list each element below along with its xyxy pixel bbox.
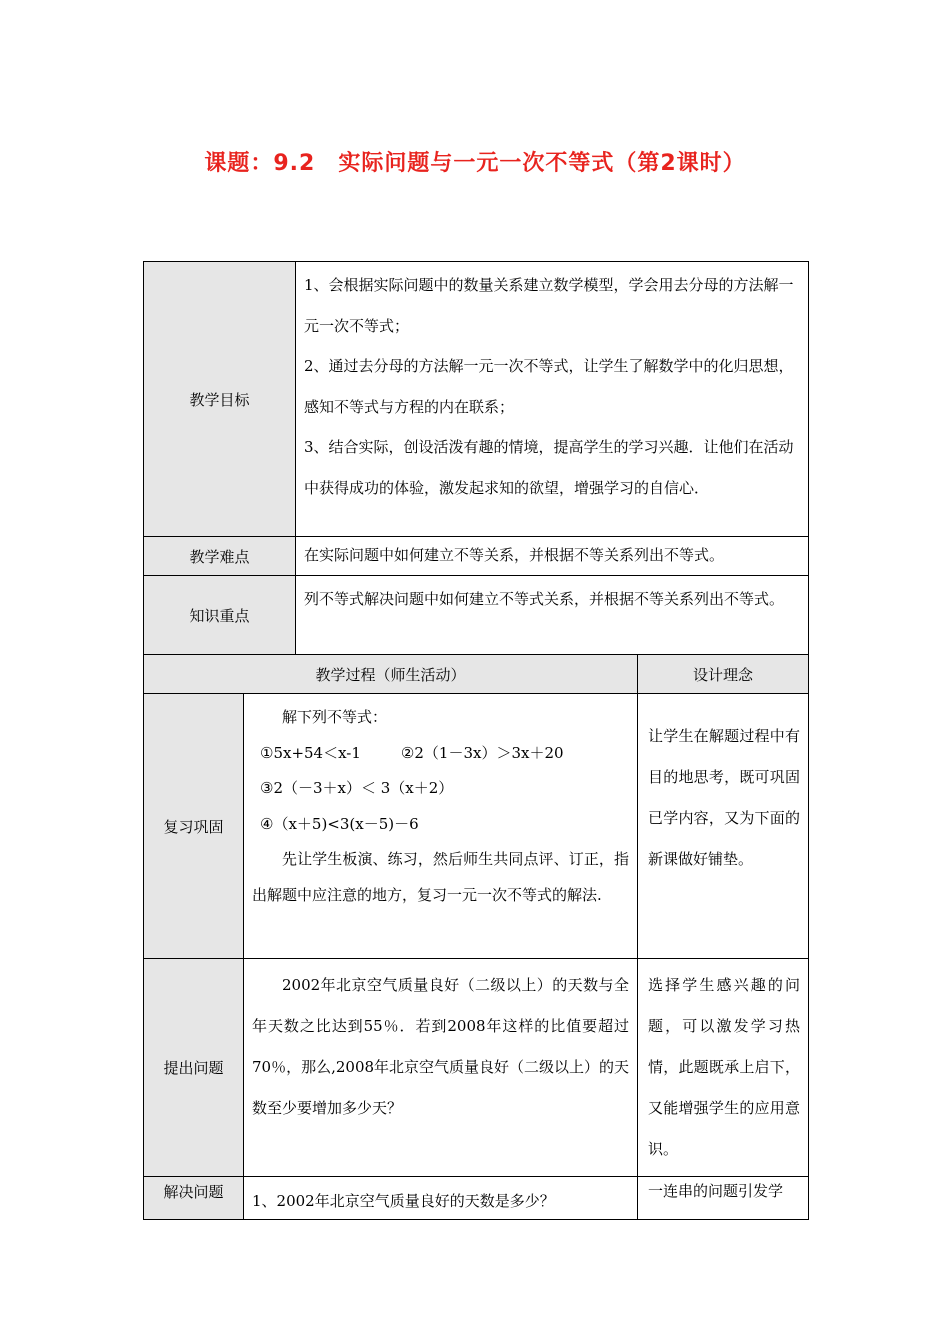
goal-item: 2、通过去分母的方法解一元一次不等式，让学生了解数学中的化归思想，感知不等式与方程的内在联系； [304, 357, 794, 416]
row-goals [144, 262, 809, 537]
review-content [244, 694, 638, 959]
label-goals: 教学目标 [144, 262, 296, 537]
difficulty-text: 在实际问题中如何建立不等关系，并根据不等关系列出不等式。 [304, 546, 725, 564]
problem-note [638, 959, 809, 1177]
row-problem [144, 959, 809, 1177]
exercise-row [252, 736, 629, 772]
lesson-title: 课题：9.2 实际问题与一元一次不等式（第2课时） [204, 151, 746, 176]
problem-note-text: 选择学生感兴趣的问题，可以激发学习热情，此题既承上启下，又能增强学生的应用意识。 [648, 976, 801, 1158]
review-note [638, 694, 809, 959]
key-points-content [296, 576, 809, 655]
difficulty-content [296, 537, 809, 576]
review-paragraph: 先让学生板演、练习，然后师生共同点评、订正，指出解题中应注意的地方，复习一元一次不等式的解法. [252, 850, 630, 904]
problem-content [244, 959, 638, 1177]
key-points-text: 列不等式解决问题中如何建立不等式关系，并根据不等关系列出不等式。 [304, 590, 785, 608]
row-process-header [144, 655, 809, 694]
review-intro: 解下列不等式： [282, 708, 388, 726]
exercise-2: ②2（1－3x）＞3x＋20 [400, 743, 564, 762]
solve-content [244, 1177, 638, 1220]
exercise-3: ③2（－3＋x）＜ 3（x＋2） [260, 779, 454, 797]
exercise-4: ④（x＋5)<3(x－5)－6 [260, 814, 419, 833]
label-key-points: 知识重点 [144, 576, 296, 655]
process-header-left: 教学过程（师生活动） [144, 655, 638, 694]
row-difficulty [144, 537, 809, 576]
problem-text: 2002年北京空气质量良好（二级以上）的天数与全年天数之比达到55％．若到2008年这样的比值要超过70％，那么,2008年北京空气质量良好（二级以上）的天数至少要增加多少天？ [252, 976, 630, 1117]
label-difficulty: 教学难点 [144, 537, 296, 576]
label-review: 复习巩固 [144, 694, 244, 959]
row-review [144, 694, 809, 959]
goal-item: 1、会根据实际问题中的数量关系建立数学模型，学会用去分母的方法解一元一次不等式； [304, 276, 794, 335]
goals-content [296, 262, 809, 537]
label-problem: 提出问题 [144, 959, 244, 1177]
review-note-text: 让学生在解题过程中有目的地思考，既可巩固已学内容，又为下面的新课做好铺垫。 [648, 727, 801, 868]
solve-note-text: 一连串的问题引发学 [648, 1182, 784, 1200]
solve-text: 1、2002年北京空气质量良好的天数是多少？ [252, 1192, 555, 1210]
exercise-1: ①5x+54＜x-1 [260, 743, 361, 762]
label-solve: 解决问题 [144, 1177, 244, 1220]
lesson-plan-table [143, 261, 809, 1220]
goal-item: 3、结合实际，创设活泼有趣的情境，提高学生的学习兴趣．让他们在活动中获得成功的体验，激发起求知的欲望，增强学习的自信心． [304, 438, 794, 497]
solve-note [638, 1177, 809, 1220]
row-key-points [144, 576, 809, 655]
row-solve [144, 1177, 809, 1220]
process-header-right: 设计理念 [638, 655, 809, 694]
